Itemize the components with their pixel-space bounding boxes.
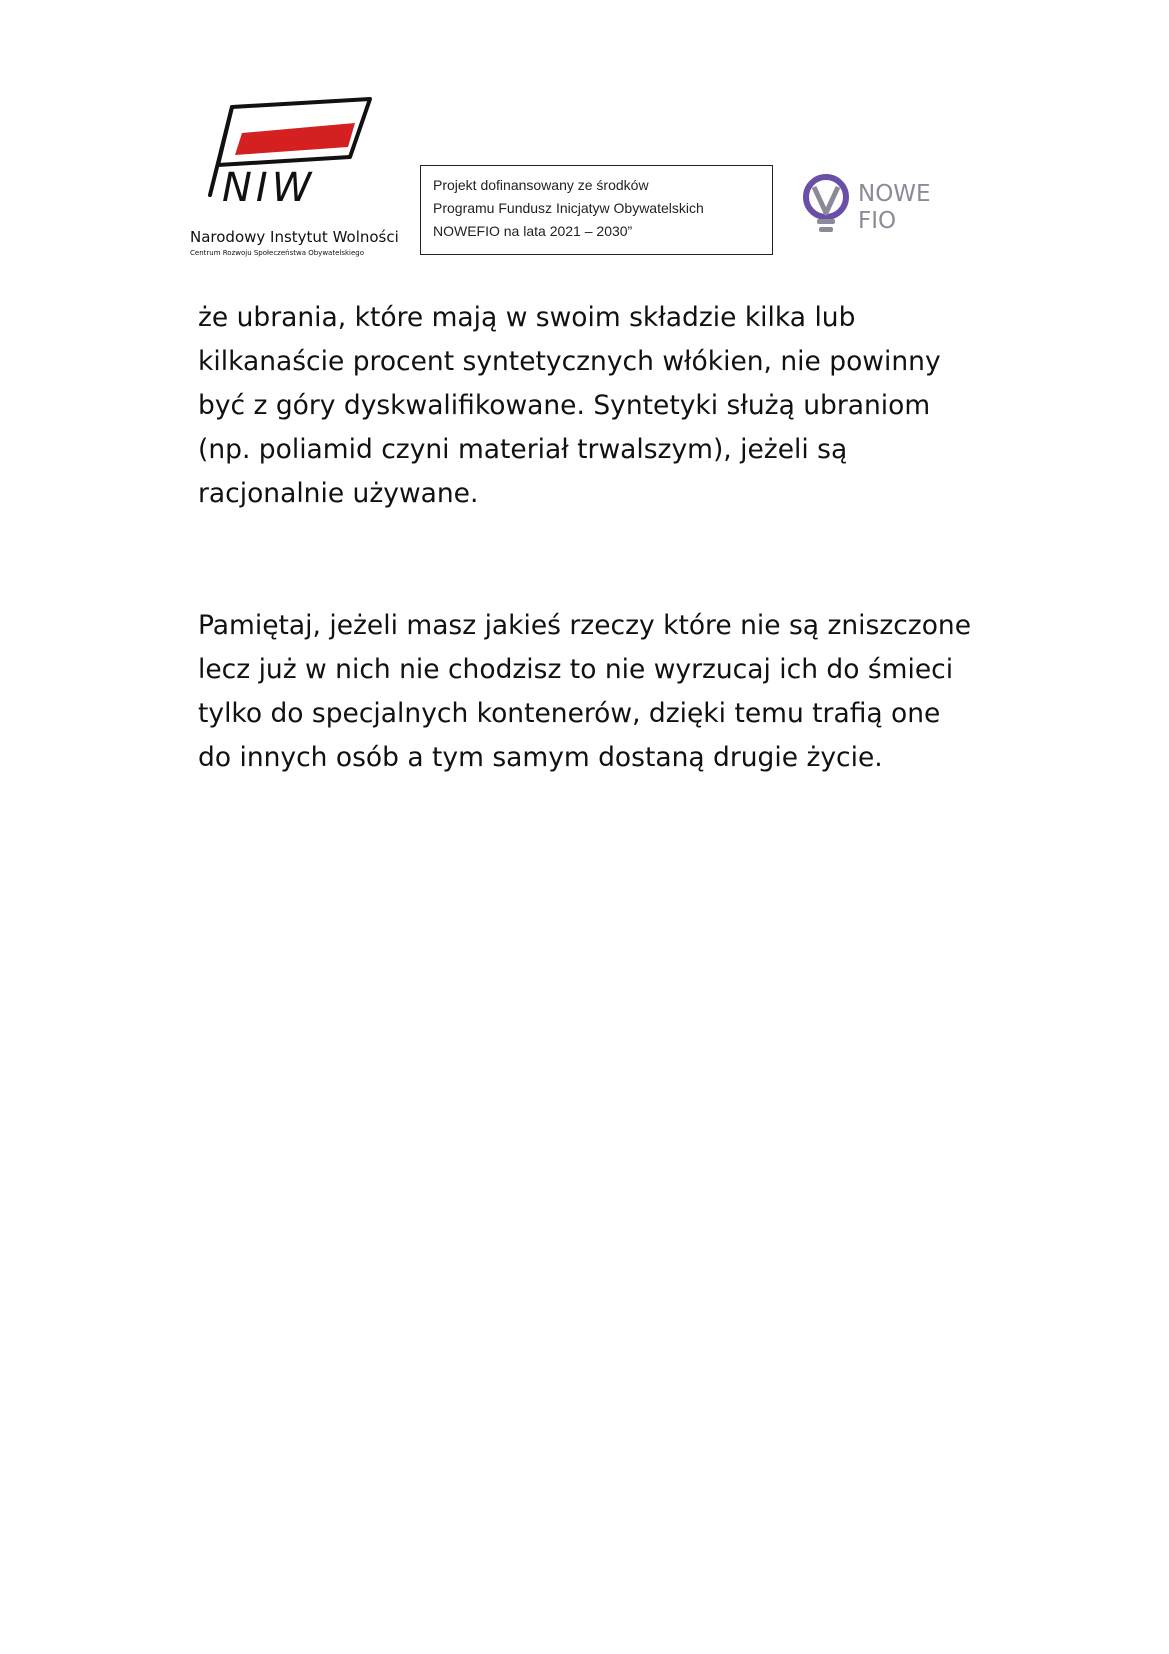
paragraph-2-line: tylko do specjalnych kontenerów, dzięki temu trafią one (198, 698, 941, 729)
funding-line-1: Projekt dofinansowany ze środków (433, 177, 649, 193)
nowe-fio-text (858, 181, 931, 235)
niw-name: Narodowy Instytut Wolności (190, 228, 399, 246)
nowe-fio-line1: NOWE (858, 181, 931, 207)
nowe-fio-logo (800, 173, 960, 243)
paragraph-2-line: do innych osób a tym samym dostaną drugie życie. (198, 742, 883, 773)
nowe-fio-line2: FIO (858, 208, 897, 234)
funding-line-3: NOWEFIO na lata 2021 – 2030” (433, 223, 633, 239)
lightbulb-icon (800, 173, 856, 243)
paragraph-2-line: lecz już w nich nie chodzisz to nie wyrzucaj ich do śmieci (198, 654, 954, 685)
funding-info-box (420, 165, 773, 255)
paragraph-1-line: (np. poliamid czyni materiał trwalszym), jeżeli są (198, 434, 848, 465)
paragraph-2-line: Pamiętaj, jeżeli masz jakieś rzeczy które nie są zniszczone (198, 610, 972, 641)
niw-mark-text: NIW (222, 165, 316, 211)
paragraph-1-line: kilkanaście procent syntetycznych włókien, nie powinny (198, 346, 941, 377)
paragraph-1-line: racjonalnie używane. (198, 478, 479, 509)
page-header (190, 95, 970, 265)
paragraph-1 (198, 296, 998, 516)
niw-logo (190, 95, 415, 260)
document-body (198, 296, 998, 780)
paragraph-1-line: że ubrania, które mają w swoim składzie kilka lub (198, 302, 856, 333)
paragraph-1-line: być z góry dyskwalifikowane. Syntetyki służą ubraniom (198, 390, 931, 421)
paragraph-2 (198, 604, 998, 780)
niw-subtitle: Centrum Rozwoju Społeczeństwa Obywatelskiego (190, 249, 365, 257)
funding-line-2: Programu Fundusz Inicjatyw Obywatelskich (433, 200, 704, 216)
